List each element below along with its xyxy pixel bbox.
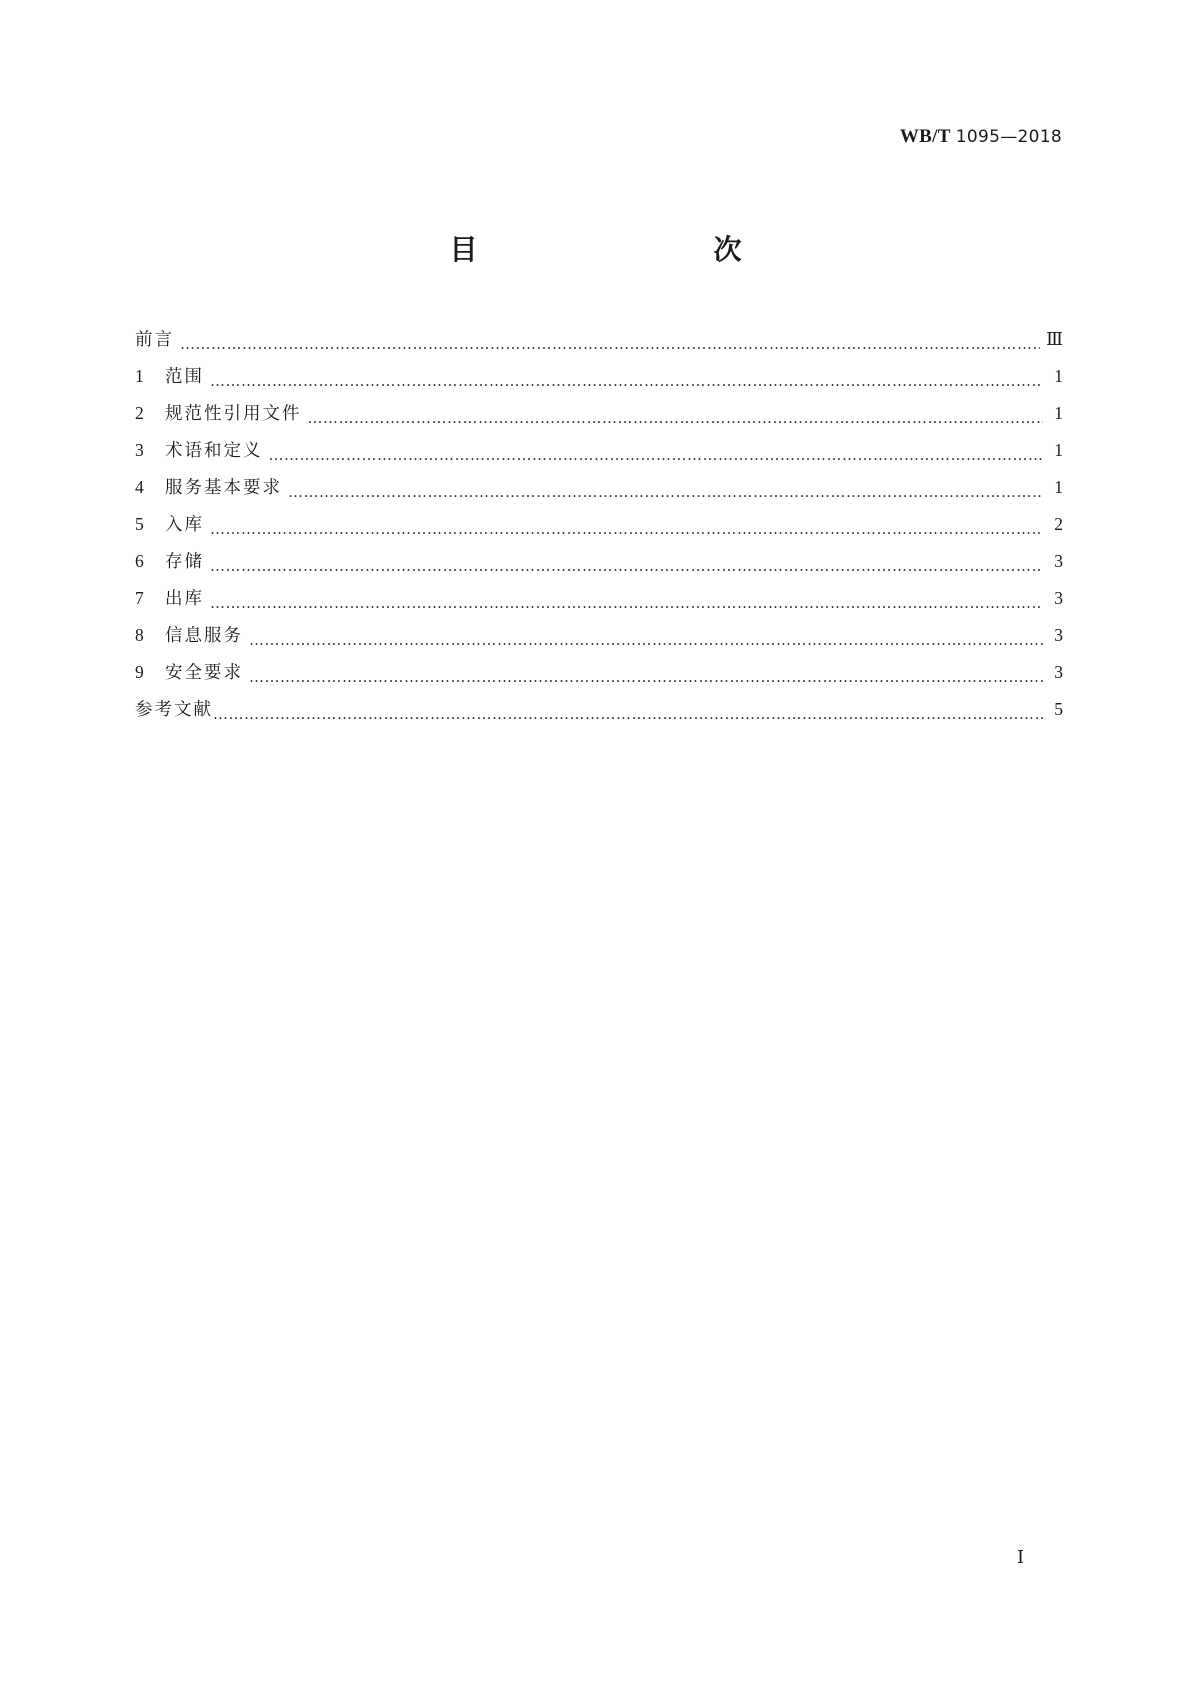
toc-entry-page: Ⅲ [1046, 329, 1063, 349]
toc-entry-3[interactable] [135, 437, 1063, 474]
toc-entry-label: 范围 [165, 367, 204, 387]
toc-entry-page: 3 [1054, 625, 1063, 645]
toc-entry-number: 8 [135, 625, 144, 645]
toc-leader-dots [210, 556, 1043, 577]
toc-entry-page: 1 [1054, 440, 1063, 460]
toc-entry-label: 规范性引用文件 [165, 404, 302, 424]
toc-entry-page: 5 [1054, 699, 1063, 719]
toc-leader-dots [210, 593, 1043, 614]
toc-entry-label: 前言 [135, 330, 174, 350]
toc-entry-number: 7 [135, 588, 144, 608]
toc-entry-1[interactable] [135, 363, 1063, 400]
toc-title: 目 次 [449, 233, 802, 266]
toc-entry-8[interactable] [135, 622, 1063, 659]
toc-leader-dots [249, 667, 1043, 688]
toc-entry-label: 入库 [165, 515, 204, 535]
toc-leader-dots [308, 408, 1044, 429]
toc-entry-page: 1 [1054, 477, 1063, 497]
toc-entry-page: 3 [1054, 551, 1063, 571]
toc-entry-2[interactable] [135, 400, 1063, 437]
table-of-contents [135, 326, 1063, 733]
toc-entry-bibliography[interactable] [135, 696, 1063, 733]
toc-entry-label: 参考文献 [135, 700, 213, 720]
standard-code [900, 126, 1062, 148]
toc-entry-label: 出库 [165, 589, 204, 609]
toc-entry-9[interactable] [135, 659, 1063, 696]
toc-leader-dots [249, 630, 1043, 651]
toc-entry-label: 安全要求 [165, 663, 243, 683]
toc-entry-page: 3 [1054, 662, 1063, 682]
toc-entry-page: 3 [1054, 588, 1063, 608]
toc-leader-dots [269, 445, 1044, 466]
toc-entry-number: 5 [135, 514, 144, 534]
toc-leader-dots [180, 334, 1040, 355]
toc-entry-4[interactable] [135, 474, 1063, 511]
toc-entry-page: 2 [1054, 514, 1063, 534]
toc-leader-dots [210, 371, 1043, 392]
toc-entry-foreword[interactable] [135, 326, 1063, 363]
toc-entry-number: 9 [135, 662, 144, 682]
toc-entry-label: 术语和定义 [165, 441, 263, 461]
standard-number: 1095—2018 [955, 127, 1062, 147]
toc-leader-dots [288, 482, 1043, 503]
toc-entry-page: 1 [1054, 366, 1063, 386]
toc-entry-number: 4 [135, 477, 144, 497]
toc-leader-dots [210, 519, 1043, 540]
page-number: Ⅰ [1017, 1547, 1025, 1567]
toc-entry-5[interactable] [135, 511, 1063, 548]
toc-entry-page: 1 [1054, 403, 1063, 423]
toc-entry-label: 信息服务 [165, 626, 243, 646]
toc-entry-label: 服务基本要求 [165, 478, 282, 498]
toc-entry-7[interactable] [135, 585, 1063, 622]
toc-entry-number: 2 [135, 403, 144, 423]
toc-entry-label: 存储 [165, 552, 204, 572]
toc-entry-number: 1 [135, 366, 144, 386]
toc-leader-dots [213, 704, 1043, 725]
toc-entry-number: 6 [135, 551, 144, 571]
toc-entry-6[interactable] [135, 548, 1063, 585]
standard-org: WB/T [899, 126, 951, 147]
toc-entry-number: 3 [135, 440, 144, 460]
